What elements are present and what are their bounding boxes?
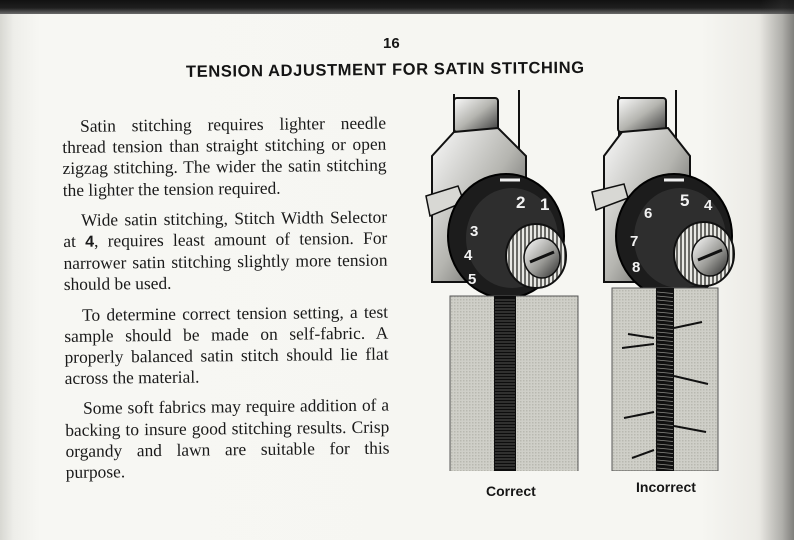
caption-incorrect: Incorrect	[636, 479, 696, 495]
dial-number-4: 4	[704, 197, 713, 214]
dial-number-4: 4	[464, 247, 473, 264]
satin-stitch-band	[494, 296, 516, 471]
paragraph-2: Wide satin stitching, Stitch Width Selector at 4, requires least amount of tension. For narrower satin stitching slightly more tension should be used.	[63, 206, 388, 295]
correct-tension-assembly	[426, 90, 566, 298]
page-title: TENSION ADJUSTMENT FOR SATIN STITCHING	[185, 58, 585, 81]
dial-number-3: 3	[470, 223, 479, 240]
thread-guide-bracket	[454, 98, 498, 132]
dial-number-7: 7	[630, 233, 639, 250]
dial-number-5: 5	[468, 271, 477, 288]
page-number: 16	[383, 35, 400, 52]
dial-number-2: 2	[516, 193, 526, 212]
correct-fabric-sample	[450, 296, 578, 471]
incorrect-fabric-sample	[612, 288, 718, 471]
dial-number-5: 5	[680, 191, 690, 210]
dial-number-1: 1	[540, 195, 550, 214]
page-edge-shadow	[760, 0, 794, 540]
puckered-stitch-band	[656, 288, 674, 471]
caption-correct: Correct	[486, 483, 536, 499]
dial-number-8: 8	[632, 259, 641, 276]
paragraph-4: Some soft fabrics may require addition of a backing to insure good stitching results. Crisp organdy and lawn are suitable for this purpose.	[65, 395, 390, 483]
width-setting-value: 4	[85, 233, 95, 251]
paragraph-3: To determine correct tension setting, a test sample should be made on self-fabric. A properly balanced satin stitch should lie flat across the material.	[64, 301, 389, 389]
paragraph-1: Satin stitching requires lighter needle thread tension than straight stitching or open zigzag stitching. The wider the satin stitching the lighter the tension required.	[62, 112, 387, 200]
instructions-text	[62, 113, 390, 493]
thread-guide-bracket	[618, 98, 666, 132]
dial-number-6: 6	[644, 205, 653, 222]
tension-illustration	[418, 86, 738, 471]
incorrect-tension-assembly	[592, 90, 734, 298]
scan-top-edge	[0, 0, 794, 14]
